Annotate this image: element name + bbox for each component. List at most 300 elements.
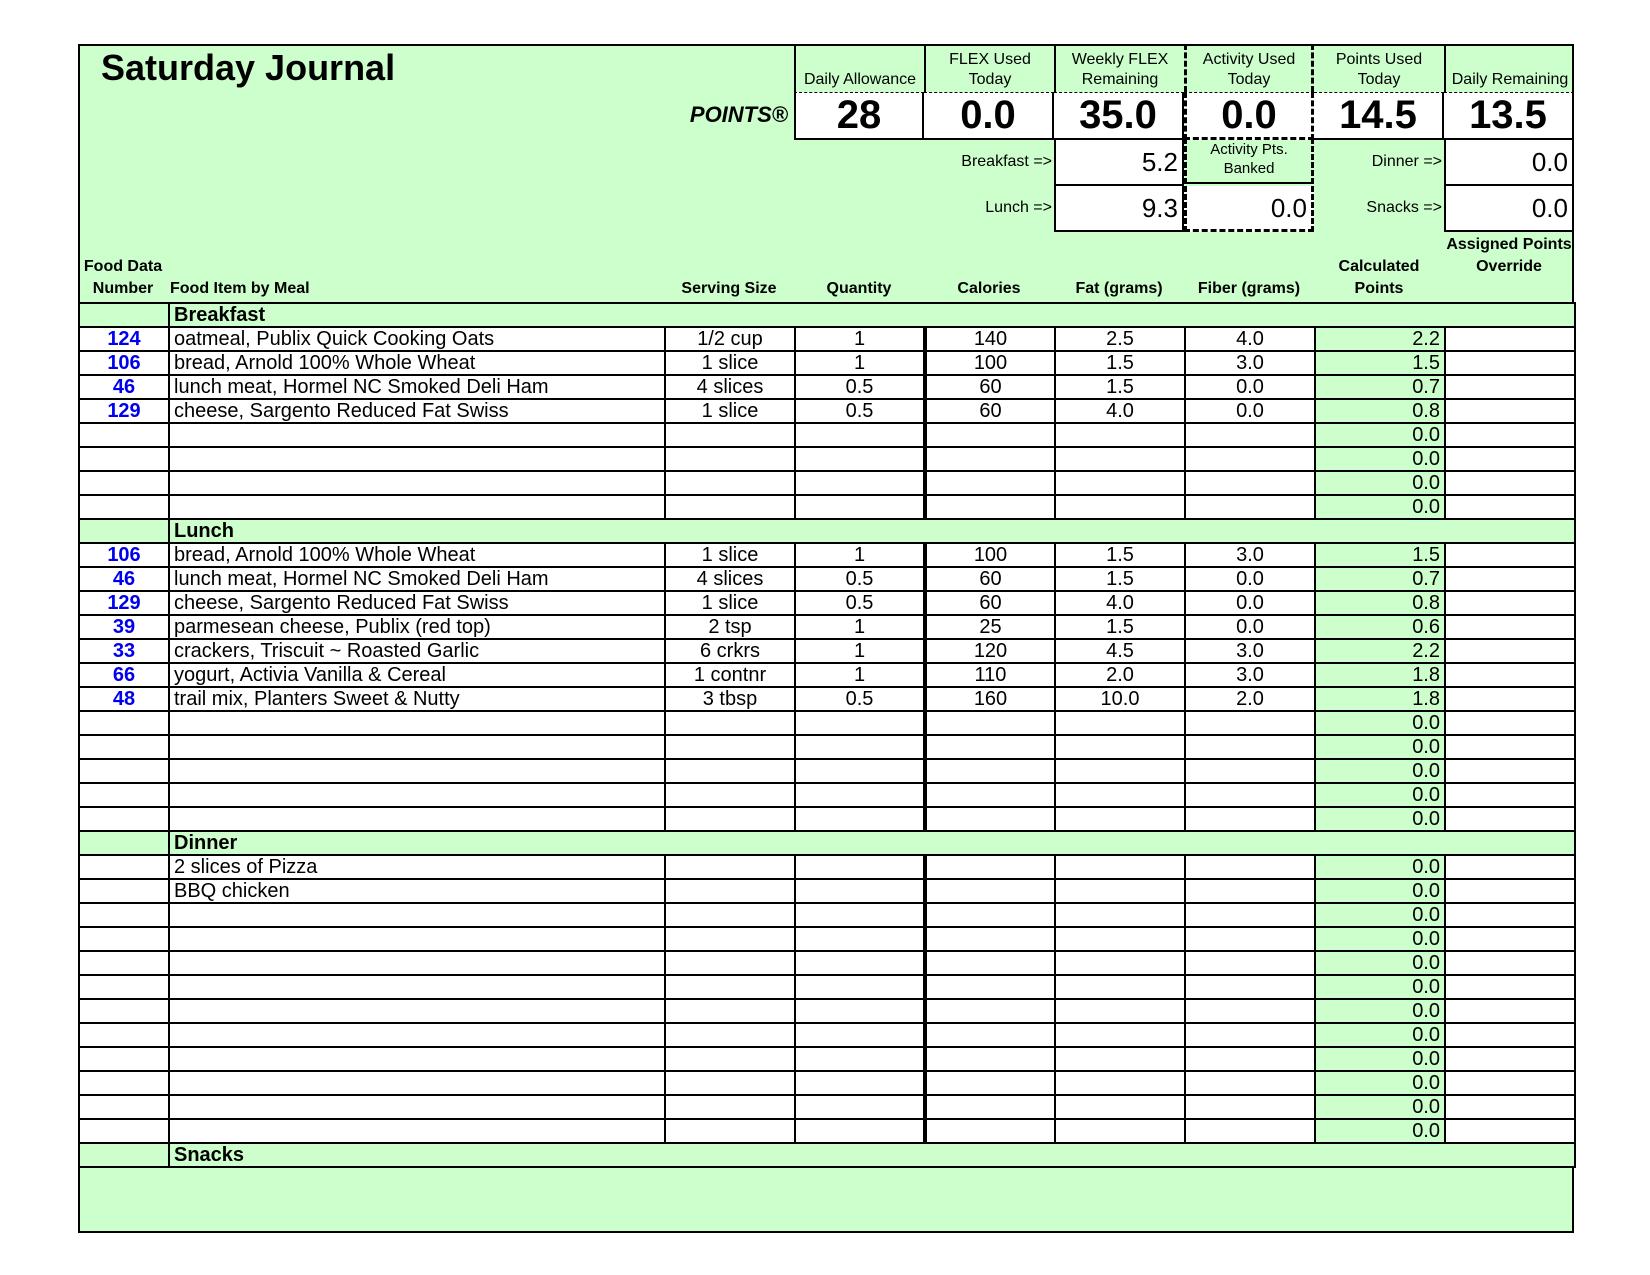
cell-num[interactable]: 33 <box>79 639 169 663</box>
cell-fiber[interactable]: 2.0 <box>1185 687 1315 711</box>
cell-pts[interactable]: 0.0 <box>1315 447 1445 471</box>
cell-item[interactable] <box>169 1023 665 1047</box>
cell-num[interactable]: 46 <box>79 375 169 399</box>
cell-pts[interactable]: 0.0 <box>1315 471 1445 495</box>
cell-fat[interactable]: 4.0 <box>1055 591 1185 615</box>
cell-override[interactable] <box>1445 543 1575 567</box>
cell-qty[interactable] <box>795 423 925 447</box>
cell-qty[interactable]: 1 <box>795 639 925 663</box>
table-row <box>79 399 1575 423</box>
cell-fat[interactable] <box>1055 495 1185 519</box>
cell-serving[interactable] <box>665 975 795 999</box>
breakfast-total-value: 5.2 <box>1054 140 1184 186</box>
cell-fat[interactable]: 1.5 <box>1055 375 1185 399</box>
cell-num[interactable]: 129 <box>79 399 169 423</box>
cell-override[interactable] <box>1445 1023 1575 1047</box>
cell-fiber[interactable] <box>1185 447 1315 471</box>
cell-cal[interactable] <box>925 735 1055 759</box>
cell-serving[interactable]: 6 crkrs <box>665 639 795 663</box>
cell-num[interactable]: 46 <box>79 567 169 591</box>
cell-cal[interactable]: 140 <box>925 327 1055 351</box>
cell-pts[interactable]: 0.0 <box>1315 735 1445 759</box>
cell-cal[interactable] <box>925 783 1055 807</box>
cell-fat[interactable]: 1.5 <box>1055 543 1185 567</box>
cell-serving[interactable] <box>665 927 795 951</box>
cell-qty[interactable] <box>795 903 925 927</box>
cell-qty[interactable] <box>795 735 925 759</box>
cell-pts[interactable]: 0.0 <box>1315 1119 1445 1143</box>
cell-override[interactable] <box>1445 663 1575 687</box>
cell-pts[interactable]: 1.8 <box>1315 663 1445 687</box>
cell-override[interactable] <box>1445 735 1575 759</box>
cell-item[interactable] <box>169 1095 665 1119</box>
cell-qty[interactable] <box>795 759 925 783</box>
cell-fiber[interactable]: 0.0 <box>1185 615 1315 639</box>
cell-fiber[interactable] <box>1185 999 1315 1023</box>
cell-override[interactable] <box>1445 639 1575 663</box>
cell-num[interactable]: 66 <box>79 663 169 687</box>
cell-fat[interactable] <box>1055 1071 1185 1095</box>
cell-num[interactable] <box>79 879 169 903</box>
cell-num[interactable] <box>79 735 169 759</box>
cell-override[interactable] <box>1445 807 1575 831</box>
cell-fat[interactable]: 4.0 <box>1055 399 1185 423</box>
cell-cal[interactable]: 60 <box>925 375 1055 399</box>
cell-item[interactable]: lunch meat, Hormel NC Smoked Deli Ham <box>169 567 665 591</box>
cell-qty[interactable]: 1 <box>795 615 925 639</box>
cell-fiber[interactable]: 0.0 <box>1185 591 1315 615</box>
cell-fiber[interactable] <box>1185 927 1315 951</box>
cell-cal[interactable]: 60 <box>925 567 1055 591</box>
cell-cal[interactable]: 110 <box>925 663 1055 687</box>
cell-fiber[interactable] <box>1185 807 1315 831</box>
cell-pts[interactable]: 0.8 <box>1315 591 1445 615</box>
cell-serving[interactable] <box>665 903 795 927</box>
summary-header-daily-remaining: Daily Remaining <box>1444 44 1574 92</box>
cell-pts[interactable]: 0.0 <box>1315 495 1445 519</box>
cell-pts[interactable]: 0.0 <box>1315 1023 1445 1047</box>
cell-qty[interactable] <box>795 1047 925 1071</box>
cell-fiber[interactable]: 3.0 <box>1185 639 1315 663</box>
cell-qty[interactable] <box>795 927 925 951</box>
cell-cal[interactable] <box>925 975 1055 999</box>
cell-fiber[interactable]: 3.0 <box>1185 663 1315 687</box>
cell-cal[interactable] <box>925 1047 1055 1071</box>
cell-cal[interactable]: 60 <box>925 591 1055 615</box>
cell-num[interactable] <box>79 471 169 495</box>
cell-num[interactable] <box>79 1071 169 1095</box>
cell-fiber[interactable] <box>1185 975 1315 999</box>
cell-num[interactable] <box>79 975 169 999</box>
cell-override[interactable] <box>1445 351 1575 375</box>
cell-serving[interactable] <box>665 1023 795 1047</box>
cell-fat[interactable]: 4.5 <box>1055 639 1185 663</box>
cell-serving[interactable]: 4 slices <box>665 375 795 399</box>
cell-fat[interactable] <box>1055 927 1185 951</box>
cell-fat[interactable] <box>1055 879 1185 903</box>
cell-cal[interactable] <box>925 951 1055 975</box>
cell-pts[interactable]: 0.0 <box>1315 759 1445 783</box>
cell-qty[interactable] <box>795 1095 925 1119</box>
cell-fiber[interactable] <box>1185 855 1315 879</box>
cell-override[interactable] <box>1445 1071 1575 1095</box>
cell-fiber[interactable]: 0.0 <box>1185 567 1315 591</box>
cell-num[interactable] <box>79 903 169 927</box>
cell-qty[interactable] <box>795 711 925 735</box>
table-row <box>79 375 1575 399</box>
cell-override[interactable] <box>1445 495 1575 519</box>
cell-override[interactable] <box>1445 471 1575 495</box>
cell-fat[interactable] <box>1055 783 1185 807</box>
cell-serving[interactable]: 1 slice <box>665 351 795 375</box>
cell-num[interactable] <box>79 1119 169 1143</box>
cell-item[interactable]: crackers, Triscuit ~ Roasted Garlic <box>169 639 665 663</box>
cell-pts[interactable]: 0.7 <box>1315 375 1445 399</box>
cell-override[interactable] <box>1445 687 1575 711</box>
dinner-total-label: Dinner => <box>1371 153 1442 170</box>
cell-serving[interactable] <box>665 711 795 735</box>
cell-pts[interactable]: 1.8 <box>1315 687 1445 711</box>
cell-override[interactable] <box>1445 1095 1575 1119</box>
cell-item[interactable]: parmesean cheese, Publix (red top) <box>169 615 665 639</box>
cell-cal[interactable]: 120 <box>925 639 1055 663</box>
cell-serving[interactable] <box>665 471 795 495</box>
cell-override[interactable] <box>1445 711 1575 735</box>
cell-pts[interactable]: 0.0 <box>1315 1047 1445 1071</box>
cell-fat[interactable]: 1.5 <box>1055 567 1185 591</box>
section-label: Breakfast <box>169 303 1575 327</box>
cell-qty[interactable] <box>795 999 925 1023</box>
cell-override[interactable] <box>1445 591 1575 615</box>
cell-cal[interactable]: 60 <box>925 399 1055 423</box>
cell-qty[interactable]: 0.5 <box>795 375 925 399</box>
section-spacer <box>79 519 169 543</box>
cell-fat[interactable]: 2.5 <box>1055 327 1185 351</box>
cell-fat[interactable] <box>1055 423 1185 447</box>
cell-num[interactable] <box>79 951 169 975</box>
cell-serving[interactable] <box>665 855 795 879</box>
cell-fiber[interactable] <box>1185 759 1315 783</box>
cell-fiber[interactable] <box>1185 1095 1315 1119</box>
cell-num[interactable] <box>79 495 169 519</box>
cell-fat[interactable] <box>1055 1119 1185 1143</box>
cell-cal[interactable] <box>925 423 1055 447</box>
cell-qty[interactable] <box>795 783 925 807</box>
cell-fat[interactable] <box>1055 447 1185 471</box>
cell-cal[interactable] <box>925 855 1055 879</box>
cell-override[interactable] <box>1445 975 1575 999</box>
cell-qty[interactable] <box>795 447 925 471</box>
cell-override[interactable] <box>1445 783 1575 807</box>
cell-serving[interactable] <box>665 423 795 447</box>
cell-fat[interactable]: 1.5 <box>1055 615 1185 639</box>
cell-qty[interactable] <box>795 471 925 495</box>
cell-pts[interactable]: 0.0 <box>1315 975 1445 999</box>
cell-override[interactable] <box>1445 903 1575 927</box>
cell-cal[interactable] <box>925 759 1055 783</box>
cell-fat[interactable] <box>1055 711 1185 735</box>
cell-item[interactable] <box>169 447 665 471</box>
cell-serving[interactable] <box>665 1071 795 1095</box>
cell-serving[interactable]: 1 slice <box>665 543 795 567</box>
cell-fiber[interactable] <box>1185 471 1315 495</box>
cell-cal[interactable] <box>925 1071 1055 1095</box>
cell-override[interactable] <box>1445 423 1575 447</box>
cell-fat[interactable] <box>1055 471 1185 495</box>
cell-item[interactable]: bread, Arnold 100% Whole Wheat <box>169 351 665 375</box>
cell-override[interactable] <box>1445 999 1575 1023</box>
cell-qty[interactable]: 0.5 <box>795 687 925 711</box>
cell-pts[interactable]: 0.0 <box>1315 999 1445 1023</box>
cell-qty[interactable]: 1 <box>795 543 925 567</box>
cell-item[interactable]: yogurt, Activia Vanilla & Cereal <box>169 663 665 687</box>
cell-serving[interactable] <box>665 447 795 471</box>
cell-num[interactable]: 39 <box>79 615 169 639</box>
cell-qty[interactable] <box>795 1071 925 1095</box>
cell-item[interactable]: cheese, Sargento Reduced Fat Swiss <box>169 399 665 423</box>
cell-fiber[interactable] <box>1185 1119 1315 1143</box>
cell-pts[interactable]: 0.7 <box>1315 567 1445 591</box>
section-header-breakfast <box>79 303 1575 327</box>
cell-serving[interactable] <box>665 1047 795 1071</box>
cell-item[interactable]: BBQ chicken <box>169 879 665 903</box>
cell-item[interactable]: bread, Arnold 100% Whole Wheat <box>169 543 665 567</box>
cell-cal[interactable] <box>925 1119 1055 1143</box>
cell-fiber[interactable] <box>1185 879 1315 903</box>
cell-cal[interactable] <box>925 903 1055 927</box>
cell-num[interactable] <box>79 1023 169 1047</box>
cell-qty[interactable] <box>795 1023 925 1047</box>
cell-qty[interactable]: 1 <box>795 351 925 375</box>
cell-item[interactable] <box>169 927 665 951</box>
cell-item[interactable] <box>169 759 665 783</box>
cell-override[interactable] <box>1445 447 1575 471</box>
cell-fiber[interactable]: 3.0 <box>1185 351 1315 375</box>
cell-pts[interactable]: 0.6 <box>1315 615 1445 639</box>
cell-qty[interactable] <box>795 975 925 999</box>
cell-num[interactable] <box>79 1095 169 1119</box>
cell-fiber[interactable]: 0.0 <box>1185 399 1315 423</box>
cell-fiber[interactable]: 0.0 <box>1185 375 1315 399</box>
cell-fat[interactable] <box>1055 807 1185 831</box>
cell-item[interactable] <box>169 951 665 975</box>
cell-pts[interactable]: 0.0 <box>1315 423 1445 447</box>
cell-pts[interactable]: 2.2 <box>1315 639 1445 663</box>
cell-fat[interactable] <box>1055 1095 1185 1119</box>
cell-serving[interactable]: 2 tsp <box>665 615 795 639</box>
cell-num[interactable] <box>79 927 169 951</box>
cell-qty[interactable] <box>795 1119 925 1143</box>
cell-serving[interactable]: 1 slice <box>665 399 795 423</box>
cell-cal[interactable]: 100 <box>925 351 1055 375</box>
cell-qty[interactable] <box>795 807 925 831</box>
cell-item[interactable] <box>169 495 665 519</box>
cell-cal[interactable]: 160 <box>925 687 1055 711</box>
cell-num[interactable]: 106 <box>79 351 169 375</box>
cell-pts[interactable]: 0.0 <box>1315 879 1445 903</box>
cell-override[interactable] <box>1445 927 1575 951</box>
cell-fiber[interactable] <box>1185 783 1315 807</box>
cell-pts[interactable]: 1.5 <box>1315 543 1445 567</box>
cell-fiber[interactable] <box>1185 735 1315 759</box>
cell-override[interactable] <box>1445 1047 1575 1071</box>
cell-serving[interactable]: 1 slice <box>665 591 795 615</box>
cell-item[interactable] <box>169 807 665 831</box>
cell-num[interactable] <box>79 783 169 807</box>
cell-num[interactable] <box>79 759 169 783</box>
cell-override[interactable] <box>1445 855 1575 879</box>
cell-fat[interactable] <box>1055 1047 1185 1071</box>
cell-qty[interactable] <box>795 879 925 903</box>
cell-item[interactable] <box>169 903 665 927</box>
cell-cal[interactable] <box>925 711 1055 735</box>
cell-cal[interactable] <box>925 927 1055 951</box>
cell-override[interactable] <box>1445 327 1575 351</box>
cell-override[interactable] <box>1445 567 1575 591</box>
cell-cal[interactable] <box>925 447 1055 471</box>
cell-fiber[interactable] <box>1185 495 1315 519</box>
lunch-total-value: 9.3 <box>1054 186 1184 232</box>
cell-qty[interactable] <box>795 495 925 519</box>
cell-num[interactable] <box>79 999 169 1023</box>
cell-fiber[interactable] <box>1185 951 1315 975</box>
cell-fiber[interactable] <box>1185 1023 1315 1047</box>
cell-item[interactable]: trail mix, Planters Sweet & Nutty <box>169 687 665 711</box>
cell-pts[interactable]: 0.0 <box>1315 1071 1445 1095</box>
cell-fat[interactable] <box>1055 951 1185 975</box>
cell-item[interactable] <box>169 471 665 495</box>
cell-qty[interactable]: 0.5 <box>795 591 925 615</box>
cell-item[interactable]: 2 slices of Pizza <box>169 855 665 879</box>
cell-serving[interactable] <box>665 807 795 831</box>
cell-qty[interactable]: 0.5 <box>795 567 925 591</box>
cell-pts[interactable]: 0.0 <box>1315 1095 1445 1119</box>
cell-item[interactable] <box>169 423 665 447</box>
cell-pts[interactable]: 0.0 <box>1315 855 1445 879</box>
cell-fat[interactable]: 2.0 <box>1055 663 1185 687</box>
cell-serving[interactable]: 3 tbsp <box>665 687 795 711</box>
cell-fiber[interactable] <box>1185 903 1315 927</box>
cell-override[interactable] <box>1445 1119 1575 1143</box>
cell-pts[interactable]: 2.2 <box>1315 327 1445 351</box>
cell-fat[interactable] <box>1055 903 1185 927</box>
cell-num[interactable]: 106 <box>79 543 169 567</box>
cell-fiber[interactable] <box>1185 1047 1315 1071</box>
cell-item[interactable]: cheese, Sargento Reduced Fat Swiss <box>169 591 665 615</box>
cell-item[interactable] <box>169 1047 665 1071</box>
cell-cal[interactable] <box>925 1023 1055 1047</box>
cell-override[interactable] <box>1445 399 1575 423</box>
cell-pts[interactable]: 0.0 <box>1315 807 1445 831</box>
cell-fat[interactable] <box>1055 855 1185 879</box>
cell-pts[interactable]: 0.0 <box>1315 783 1445 807</box>
cell-serving[interactable] <box>665 879 795 903</box>
cell-item[interactable]: oatmeal, Publix Quick Cooking Oats <box>169 327 665 351</box>
cell-cal[interactable] <box>925 471 1055 495</box>
cell-override[interactable] <box>1445 615 1575 639</box>
cell-serving[interactable] <box>665 1095 795 1119</box>
cell-num[interactable] <box>79 855 169 879</box>
cell-num[interactable] <box>79 447 169 471</box>
cell-serving[interactable] <box>665 735 795 759</box>
cell-item[interactable] <box>169 999 665 1023</box>
cell-fat[interactable] <box>1055 735 1185 759</box>
cell-pts[interactable]: 1.5 <box>1315 351 1445 375</box>
cell-serving[interactable] <box>665 495 795 519</box>
cell-item[interactable] <box>169 735 665 759</box>
cell-serving[interactable] <box>665 759 795 783</box>
cell-override[interactable] <box>1445 879 1575 903</box>
cell-serving[interactable]: 4 slices <box>665 567 795 591</box>
cell-serving[interactable]: 1 contnr <box>665 663 795 687</box>
cell-qty[interactable] <box>795 855 925 879</box>
cell-cal[interactable]: 100 <box>925 543 1055 567</box>
cell-cal[interactable] <box>925 999 1055 1023</box>
cell-fiber[interactable] <box>1185 711 1315 735</box>
cell-fat[interactable]: 1.5 <box>1055 351 1185 375</box>
cell-serving[interactable] <box>665 999 795 1023</box>
cell-qty[interactable]: 0.5 <box>795 399 925 423</box>
cell-override[interactable] <box>1445 375 1575 399</box>
table-row <box>79 615 1575 639</box>
cell-fat[interactable] <box>1055 999 1185 1023</box>
cell-serving[interactable]: 1/2 cup <box>665 327 795 351</box>
cell-num[interactable]: 124 <box>79 327 169 351</box>
cell-pts[interactable]: 0.8 <box>1315 399 1445 423</box>
cell-pts[interactable]: 0.0 <box>1315 927 1445 951</box>
cell-override[interactable] <box>1445 759 1575 783</box>
cell-override[interactable] <box>1445 951 1575 975</box>
cell-fat[interactable] <box>1055 1023 1185 1047</box>
cell-fat[interactable] <box>1055 759 1185 783</box>
cell-serving[interactable] <box>665 1119 795 1143</box>
cell-cal[interactable] <box>925 495 1055 519</box>
cell-item[interactable] <box>169 783 665 807</box>
cell-serving[interactable] <box>665 951 795 975</box>
cell-item[interactable]: lunch meat, Hormel NC Smoked Deli Ham <box>169 375 665 399</box>
cell-qty[interactable]: 1 <box>795 327 925 351</box>
cell-cal[interactable]: 25 <box>925 615 1055 639</box>
cell-num[interactable] <box>79 711 169 735</box>
cell-item[interactable] <box>169 1071 665 1095</box>
cell-fiber[interactable]: 4.0 <box>1185 327 1315 351</box>
cell-pts[interactable]: 0.0 <box>1315 711 1445 735</box>
cell-fat[interactable]: 10.0 <box>1055 687 1185 711</box>
cell-fiber[interactable] <box>1185 1071 1315 1095</box>
cell-num[interactable]: 129 <box>79 591 169 615</box>
cell-num[interactable] <box>79 423 169 447</box>
table-row <box>79 447 1575 471</box>
cell-pts[interactable]: 0.0 <box>1315 951 1445 975</box>
cell-cal[interactable] <box>925 1095 1055 1119</box>
cell-qty[interactable]: 1 <box>795 663 925 687</box>
cell-item[interactable] <box>169 1119 665 1143</box>
cell-num[interactable] <box>79 1047 169 1071</box>
activity-used-value: 0.0 <box>1184 92 1314 140</box>
cell-qty[interactable] <box>795 951 925 975</box>
cell-fiber[interactable]: 3.0 <box>1185 543 1315 567</box>
cell-num[interactable]: 48 <box>79 687 169 711</box>
cell-serving[interactable] <box>665 783 795 807</box>
cell-num[interactable] <box>79 807 169 831</box>
cell-pts[interactable]: 0.0 <box>1315 903 1445 927</box>
cell-item[interactable] <box>169 975 665 999</box>
cell-fiber[interactable] <box>1185 423 1315 447</box>
cell-item[interactable] <box>169 711 665 735</box>
cell-cal[interactable] <box>925 807 1055 831</box>
cell-cal[interactable] <box>925 879 1055 903</box>
cell-fat[interactable] <box>1055 975 1185 999</box>
